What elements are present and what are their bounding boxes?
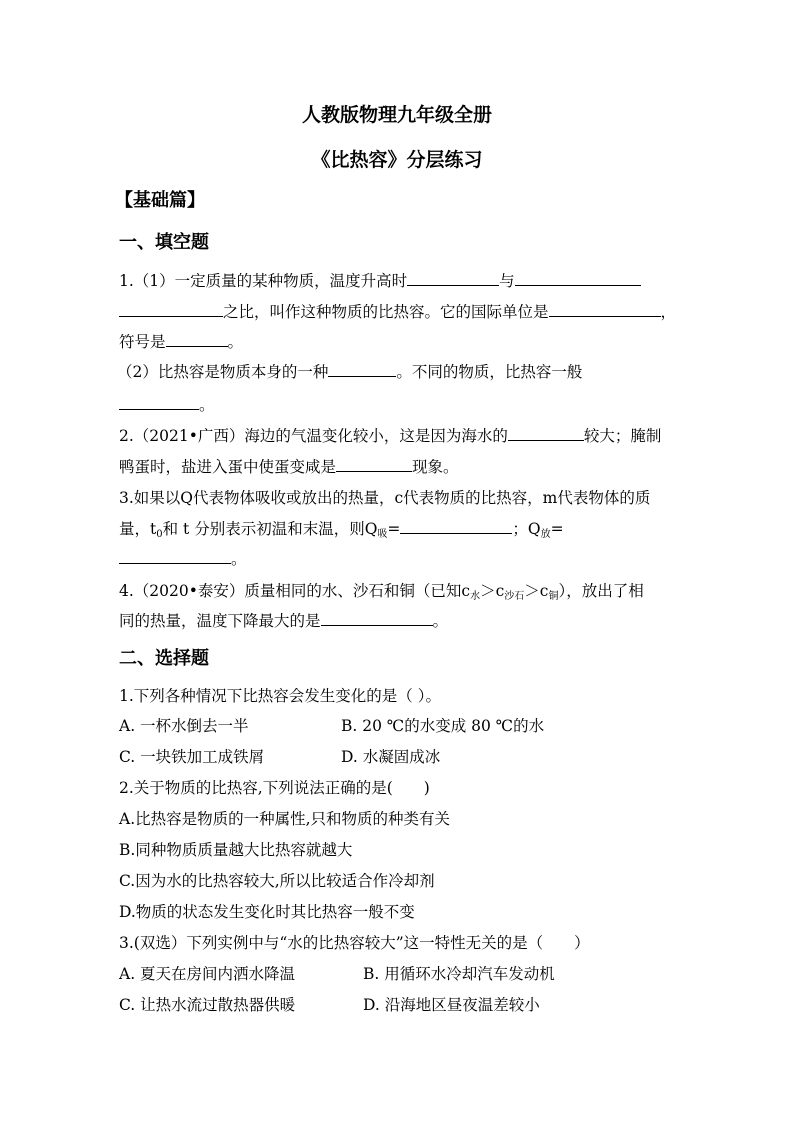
- answer-blank[interactable]: [119, 395, 199, 410]
- option-c[interactable]: C. 让热水流过散热器供暖: [119, 996, 296, 1014]
- answer-blank[interactable]: [119, 302, 223, 317]
- fill-q3-line2: 量，$t_0$和 t 分别表示初温和末温，则$Q_吸=$ ；$Q_放=$: [119, 520, 564, 540]
- fill-q2-line1: 2.（2021•广西）海边的气温变化较小，这是因为海水的 较大；腌制: [119, 427, 662, 445]
- answer-blank[interactable]: [400, 519, 512, 534]
- option-a[interactable]: A. 夏天在房间内洒水降温: [119, 965, 296, 983]
- fill-q1-line3: 符号是 。: [119, 333, 244, 351]
- option-c[interactable]: C. 一块铁加工成铁屑: [119, 748, 265, 766]
- option-d[interactable]: D. 沿海地区昼夜温差较小: [363, 996, 540, 1014]
- option-d[interactable]: D. 水凝固成冰: [341, 748, 441, 766]
- choice-q3-stem: 3.(双选）下列实例中与“水的比热容较大”这一特性无关的是（ ）: [119, 934, 590, 952]
- fill-q1-line2: 之比，叫作这种物质的比热容。它的国际单位是 ，: [119, 302, 676, 322]
- page-title: 人教版物理九年级全册: [301, 104, 492, 126]
- fill-in-heading: 一、填空题: [119, 232, 209, 253]
- choice-q3-options-row2: [119, 995, 540, 1015]
- page-subtitle: 《比热容》分层练习: [311, 149, 483, 171]
- answer-blank[interactable]: [508, 426, 584, 441]
- option-a[interactable]: A.比热容是物质的一种属性,只和物质的种类有关: [119, 810, 451, 828]
- fill-q4-line2: 同的热量，温度下降最大的是 。: [119, 612, 449, 630]
- fill-q1-line4: （2）比热容是物质本身的一种 。不同的物质，比热容一般: [117, 363, 583, 381]
- answer-blank[interactable]: [336, 457, 412, 472]
- answer-blank[interactable]: [328, 362, 396, 377]
- choice-q1-options-row2: [119, 747, 440, 767]
- answer-blank[interactable]: [407, 271, 499, 286]
- fill-q1-line1: 1.（1）一定质量的某种物质，温度升高时 与: [119, 271, 641, 291]
- fill-q1-line5: 。: [119, 395, 215, 415]
- option-b[interactable]: B. 20 ℃的水变成 80 ℃的水: [341, 717, 545, 735]
- option-a[interactable]: A. 一杯水倒去一半: [119, 717, 249, 735]
- answer-blank[interactable]: [321, 611, 433, 626]
- option-c[interactable]: C.因为水的比热容较大,所以比较适合作冷却剂: [119, 872, 435, 890]
- fill-q4-line1: 4.（2020•泰安）质量相同的水、沙石和铜（已知$c_水>c_{沙石}>c_铜$），放出了相: [119, 582, 644, 602]
- answer-blank[interactable]: [119, 549, 231, 564]
- option-b[interactable]: B. 用循环水冷却汽车发动机: [363, 965, 555, 983]
- answer-blank[interactable]: [515, 271, 641, 286]
- level-heading: 【基础篇】: [115, 190, 205, 211]
- choice-heading: 二、选择题: [119, 648, 209, 669]
- fill-q3-line3: 。: [119, 549, 247, 569]
- choice-q1-stem: 1.下列各种情况下比热容会发生变化的是（ ）。: [119, 687, 441, 705]
- fill-q2-line2: 鸭蛋时，盐进入蛋中使蛋变咸是 现象。: [119, 458, 459, 476]
- answer-blank[interactable]: [549, 302, 661, 317]
- answer-blank[interactable]: [166, 332, 228, 347]
- fill-q3-line1: 3.如果以Q代表物体吸收或放出的热量，c代表物质的比热容，m代表物体的质: [119, 489, 651, 507]
- option-d[interactable]: D.物质的状态发生变化时其比热容一般不变: [119, 903, 415, 921]
- option-b[interactable]: B.同种物质质量越大比热容就越大: [119, 841, 353, 859]
- choice-q2-stem: 2.关于物质的比热容,下列说法正确的是( ): [119, 779, 430, 797]
- choice-q1-options-row1: [119, 716, 544, 736]
- choice-q3-options-row1: [119, 964, 555, 984]
